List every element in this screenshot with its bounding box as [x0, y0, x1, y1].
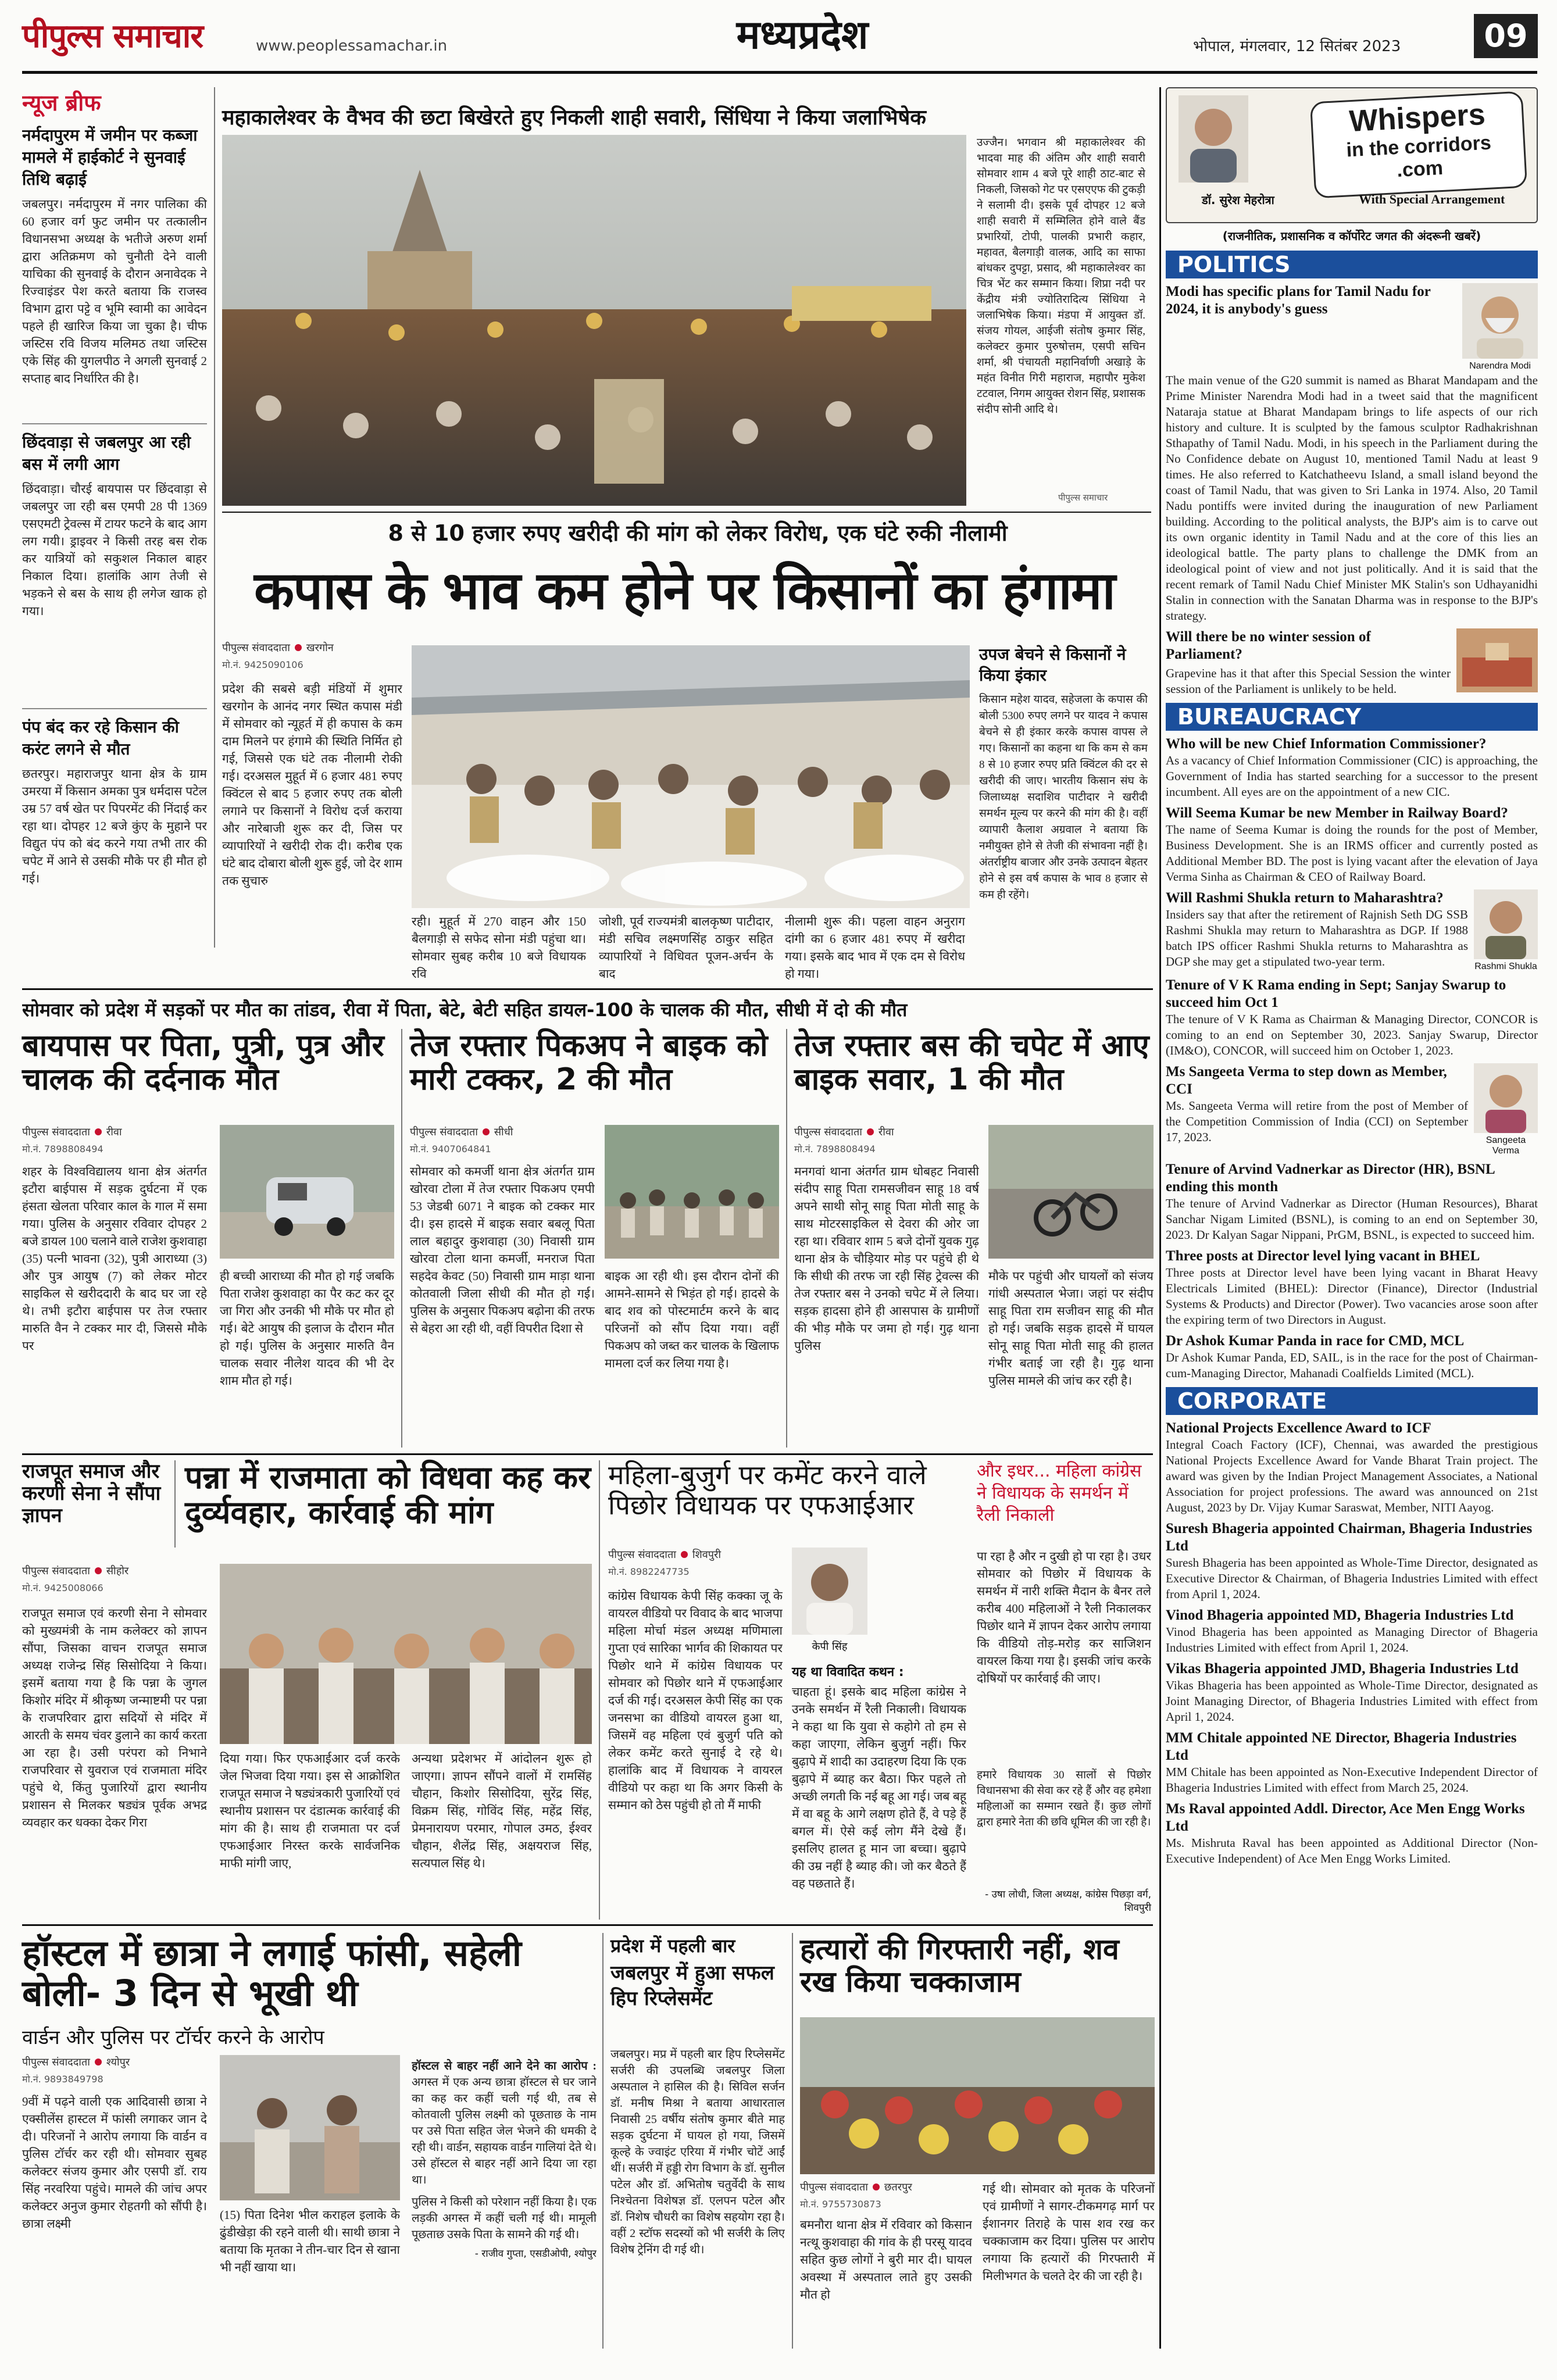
bureau-item-2-body: The name of Seema Kumar is doing the rounds for the post of Member, Business Development. She is an IRMS officer and currently posted as Additional Member BD. The post is lying vacant after the elevation of Jaya Verma Sinha as Chairman & CEO of Railway Board.: [1166, 823, 1538, 884]
masthead: [0, 0, 1557, 70]
bureau-item-1-body: As a vacancy of Chief Information Commissioner (CIC) is approaching, the Government of India has started searching for a successor to the present incumbent. All eyes are on the appointment of a new CIC.: [1166, 753, 1538, 799]
corp-item-6-body: Ms. Mishruta Raval has been appointed as Additional Director (Non-Executive Independent) of Ace Men Engg Works Limited.: [1166, 1836, 1538, 1866]
accident-1-byline: पीपुल्स संवाददाता रीवा मो.नं. 7898808494: [22, 1126, 122, 1155]
column-rule: [401, 1029, 402, 1448]
brief-body-1: जबलपुर। नर्मदापुरम में नगर पालिका की 60 हजार वर्ग फुट जमीन पर तत्कालीन विधानसभा अध्यक्ष के भतीजे अरुण शर्मा द्वारा अतिक्रमण को चुनौती देने वाली याचिका की सुनवाई के दौरान अनावेदक ने रिज्वाइंडर पेश करते बताया कि राजस्व विभाग द्वारा पट्टे व भूमि स्वामी का आवेदन पहले ही खारिज किया जा चुका है। चीफ जस्टिस रवि विजय मलिमठ तथा जस्टिस एके सिंह की युगलपीठ ने अगली सुनवाई 2 सप्ताह बाद निर्धारित की है।: [22, 197, 207, 385]
top-story-body: उज्जैन। भगवान श्री महाकालेश्वर की भादवा माह की अंतिम और शाही सवारी सोमवार शाम 4 बजे पूरे शाही ठाट-बाट से निकली, जिसको गेट पर एसएएफ की टुकड़ी ने सलामी दी। इसके पूर्व दोपहर 12 बजे शाही सवारी में सम्मिलित होने वाले बैंड प्रभारियों, टोपी, पालकी प्रभारी कहार, महावत, बैलगाड़ी वालक, आदि का साफा बांधकर दुपट्टा, प्रसाद, श्री महाकालेश्वर का चित्र भेंट कर सम्मान किया। शिप्रा नदी पर केंद्रीय मंत्री ज्योतिरादित्य सिंधिया ने जलाभिषेक किया। मंडपा में आयुक्त डॉ. संजय गोयल, आईजी संतोष कुमार सिंह, कलेक्टर कुमार पुरुषोत्तम, एसपी सचिन शर्मा, श्री पंचायती महानिर्वाणी अखाड़े के महंत विनीत गिरी महाराज, महापौर मुकेश टटवाल, निगम आयुक्त रोशन सिंह, प्रशासक संदीप सोनी आदि थे।: [977, 137, 1145, 416]
accident-2-body: सोमवार को कमर्जी थाना क्षेत्र अंतर्गत ग्राम खोरवा टोला में तेज रफ्तार पिकअप एमपी 53 जेडबी 6071 ने बाइक को टक्कर मार दी। इस हादसे में बाइक सवार बबलू पिता लाल बहादुर कुशवाहा (30) निवासी ग्राम खोरवा टोला थाना कमर्जी, मनराज पिता सहदेव केवट (50) निवासी ग्राम माड़ा थाना कोतवाली जिला सीधी की मौत हो गई। पुलिस के अनुसार पिकअप बढ़ोना की तरफ से बेहरा आ रही थी, वहीं विपरीत दिशा से: [410, 1164, 595, 1335]
whispers-column: [1166, 87, 1538, 2349]
congress-col3: पा रहा है और न दुखी हो पा रहा है। उधर सोमवार को पिछोर में विधायक के समर्थन में नारी शक्ति मैदान के बैनर तले करीब 400 महिलाओं ने रैली निकालकर पिछोर थाने में ज्ञापन देकर आरोप लगाया कि वीडियो तोड़-मरोड़ कर साजिशन वायरल किया गया है। इसकी जांच करके दोषियों पर कार्रवाई की जाए।: [977, 1549, 1151, 1685]
brief-title-2: छिंदवाड़ा से जबलपुर आ रही बस में लगी आग: [22, 433, 191, 474]
chhatarpur-col2: गई थी। सोमवार को मृतक के परिजनों एवं ग्रामीणों ने सागर-टीकमगढ़ मार्ग पर ईशानगर तिराहे के पास शव रख कर चक्काजाम कर दिया। पुलिस पर आरोप लगाया कि हत्यारों की गिरफ्तारी में मिलीभगत के चलते देर की जा रही है।: [983, 2182, 1155, 2283]
corp-item-2-head: Suresh Bhageria appointed Chairman, Bhageria Industries Ltd: [1166, 1521, 1533, 1554]
corp-item-5-body: MM Chitale has been appointed as Non-Executive Independent Director of Bhageria Industries Limited with effect from March 25, 2024.: [1166, 1765, 1538, 1795]
bureau-item-7-head: Three posts at Director level lying vacant in BHEL: [1166, 1248, 1480, 1264]
bureau-item-4-head: Tenure of V K Rama ending in Sept; Sanjay Swarup to succeed him Oct 1: [1166, 977, 1506, 1010]
bureau-item-5-body: Ms. Sangeeta Verma will retire from the post of Member of the Competition Commission of India (CCI) on September 17, 2023.: [1166, 1099, 1468, 1144]
whispers-logo: Whispers in the corridors .com: [1310, 91, 1527, 199]
congress-side-quote: हमारे विधायक 30 सालों से पिछोर विधानसभा की सेवा कर रहे हैं और वह हमेशा महिलाओं का सम्मान रखते हैं। कुछ लोगों द्वारा हमारे नेता की छवि धूमिल की जा रही है।: [977, 1769, 1151, 1828]
politics-item-2-body: Grapevine has it that after this Special Session the winter session of the Parliament is unlikely to be held.: [1166, 666, 1451, 696]
cotton-kicker: 8 से 10 हजार रुपए खरीदी की मांग को लेकर विरोध, एक घंटे रुकी नीलामी: [388, 520, 1008, 546]
congress-quote-label: यह था विवादित कथन :: [792, 1665, 904, 1679]
byline-mobile: मो.नं. 9425090106: [222, 659, 303, 670]
chhatarpur-col1: बमनौरा थाना क्षेत्र में रविवार को किसान नत्थू कुशवाहा की गांव के ही परसू यादव सहित कुछ लोगों ने बुरी मार दी। घायल अवस्था में अस्पताल लाते हुए उसकी मौत हो: [800, 2218, 972, 2302]
rajput-byline: पीपुल्स संवाददाता सीहोर मो.नं. 9425008066: [22, 1565, 129, 1593]
panna-headline: पन्ना में राजमाता को विधवा कह कर दुर्व्यवहार, कार्रवाई की मांग: [185, 1459, 591, 1531]
rashmi-caption: Rashmi Shukla: [1474, 962, 1537, 971]
chhatarpur-byline: पीपुल्स संवाददाता छतरपुर मो.नं. 9755730873: [800, 2181, 912, 2210]
section-title: मध्यप्रदेश: [736, 12, 869, 58]
cotton-bottom-2: जोशी, पूर्व राज्यमंत्री बालकृष्ण पाटीदार, मंडी सचिव लक्ष्मणसिंह ठाकुर सहित व्यापारियों ने विधिवत पूजन-अर्चन के बाद: [599, 914, 773, 981]
hostel-body: 9वीं में पढ़ने वाली एक आदिवासी छात्रा ने एक्सीलेंस हास्टल में फांसी लगाकर जान दे दी। परिजनों ने आरोप लगाया कि वार्डन व पुलिस टॉर्चर कर रही थी। सोमवार सुबह कलेक्टर संजय कुमार और एसपी डॉ. राय सिंह नरवरिया पहुंचे। मामले की जांच अपर कलेक्टर अनुज कुमार रोहतगी को सौंपी है। छात्रा लक्ष्मी: [22, 2095, 207, 2231]
whispers-tagline: (राजनीतिक, प्रशासनिक व कॉर्पोरेट जगत की अंदरूनी खबरें): [1222, 229, 1481, 243]
accident-1-headline: बायपास पर पिता, पुत्री, पुत्र और चालक की दर्दनाक मौत: [22, 1028, 384, 1098]
byline-dot: [95, 1567, 102, 1574]
hostel-subhead: वार्डन और पुलिस पर टॉर्चर करने के आरोप: [22, 2026, 324, 2049]
byline-dot: [295, 644, 302, 651]
bureau-item-3-head: Will Rashmi Shukla return to Maharashtra?: [1166, 890, 1444, 906]
column-rule: [792, 1933, 793, 2349]
rashmi-photo: [1474, 889, 1538, 959]
cotton-byline: [222, 641, 402, 671]
author-name: डॉ. सुरेश मेहरोत्रा: [1202, 193, 1274, 207]
hip-headline: जबलपुर में हुआ सफल हिप रिप्लेसमेंट: [610, 1961, 774, 2010]
politics-section-title: POLITICS: [1166, 251, 1538, 278]
hostel-col3: [412, 2058, 597, 2349]
hip-body: जबलपुर। मप्र में पहली बार हिप रिप्लेसमेंट सर्जरी की उपलब्धि जबलपुर जिला अस्पताल ने हासिल की है। सिविल सर्जन डॉ. मनीष मिश्रा ने बताया आधारताल निवासी 25 वर्षीय संतोष कुमार बीते माह सड़क दुर्घटना में घायल हो गया, जिसमें कूल्हे के ज्वाइंट एरिया में गंभीर चोटें आईं थीं। सर्जरी में हड्डी रोग विभाग के डॉ. सुनील पटेल और डॉ. अभितोष चतुर्वेदी के साथ निश्चेतना विशेषज्ञ डॉ. एलपन पटेल और डॉ. निशेष चौधरी का विशेष सहयोग रहा है। वहीं 2 स्टॉफ सदस्यों को भी सर्जरी के लिए विशेष ट्रेनिंग दी गई थी।: [610, 2048, 785, 2256]
rajput-body: राजपूत समाज एवं करणी सेना ने सोमवार को मुख्यमंत्री के नाम कलेक्टर को ज्ञापन सौंपा, जिसका वाचन राजपूत समाज अध्यक्ष राजेन्द्र सिंह सिसोदिया ने किया। इसमें बताया गया है कि पन्ना के जुगल किशोर मंदिर में श्रीकृष्ण जन्माष्टमी पर पन्ना के राजपरिवार द्वारा सदियों से मंदिर में आरती के समय चंवर डुलाने का कार्य करता आ रहा है। उसी परंपरा को निभाने राजपरिवार से युवराज एवं राजमाता मंदिर पहुंचे थे, किंतु पुजारियों द्वारा स्थानीय प्रशासन से मिलकर षड्यंत्र पूर्वक अभद्र व्यवहार कर धक्का देकर गिरा: [22, 1606, 207, 1829]
bureau-item-8-head: Dr Ashok Kumar Panda in race for CMD, MCL: [1166, 1333, 1465, 1349]
bureau-item-5-head: Ms Sangeeta Verma to step down as Member, CCI: [1166, 1064, 1447, 1097]
section-rule: [22, 1924, 1153, 1926]
hostel-col3-quote: पुलिस ने किसी को परेशान नहीं किया है। एक लड़की अगस्त में कहीं चली गई थी। मामूली पूछताछ उसके पिता के सामने की गई थी।: [412, 2196, 597, 2241]
cotton-bottom-3: नीलामी शुरू की। पहला वाहन अनुराग दांगी का 6 हजार 481 रुपए में खरीदा गया। इसके बाद भाव में एक दम से विरोध हो गया।: [785, 914, 965, 981]
corp-item-3-head: Vinod Bhageria appointed MD, Bhageria Industries Ltd: [1166, 1607, 1514, 1623]
author-photo: [1179, 95, 1248, 183]
byline-dot: [873, 2184, 880, 2190]
bureau-item-8-body: Dr Ashok Kumar Panda, ED, SAIL, is in the race for the post of Chairman-cum-Managing Director, Mahanadi Coalfields Limited (MCL).: [1166, 1350, 1538, 1380]
column-rule: [1159, 87, 1161, 2349]
masthead-rule: [22, 71, 1537, 74]
news-brief-label: न्यूज ब्रीफ: [22, 90, 101, 116]
hip-kicker: प्रदेश में पहली बार: [610, 1935, 735, 1957]
politics-item-1-body: The main venue of the G20 summit is named as Bharat Mandapam and the Prime Minister Narendra Modi had in a tweet said that the magnificent Nataraja statue at Bharat Mandapam brings to life aspects of our rich history and culture. It is sculpted by the famous sculptor Radhakrishnan Sthapathy of Tamil Nadu. Modi, in his speech in the Parliament during the No Confidence debate on August 10, mentioned Tamil Nadu at least 9 times. He also referred to Katchatheevu Island, a small island beyond the coast of Tamil Nadu, that was given to Sri Lanka in 1974. Also, 20 Tamil Nadu pontiffs were invited during the inauguration of new Parliament building. According to the political analysts, the BJP's aim is to carve out its own organic identity in Tamil Nadu and at the core of this lies an ideological battle. The party plans to challenge the DMK from an ideological point of view and not just politically. And it is said that the recent remark of Tamil Nadu Chief Minister MK Stalin's son Udhayanidhi Stalin in connection with the Sanatan Dharma was in response to the BJP's strategy.: [1166, 373, 1538, 623]
top-story-headline: महाकालेश्वर के वैभव की छटा बिखेरते हुए निकली शाही सवारी, सिंधिया ने किया जलाभिषेक: [222, 106, 926, 130]
accident-3-headline: तेज रफ्तार बस की चपेट में आए बाइक सवार, 1 की मौत: [794, 1028, 1149, 1098]
rajput-headline: राजपूत समाज और करणी सेना ने सौंपा ज्ञापन: [22, 1460, 161, 1528]
congress-photo-caption: केपी सिंह: [812, 1641, 848, 1653]
hostel-byline: पीपुल्स संवाददाता श्योपुर मो.नं. 9893849798: [22, 2056, 130, 2085]
section-rule: [22, 988, 1153, 990]
politics-item-1-head: Modi has specific plans for Tamil Nadu for 2024, it is anybody's guess: [1166, 284, 1431, 317]
accident-3-byline: पीपुल्स संवाददाता रीवा मो.नं. 7898808494: [794, 1126, 894, 1155]
column-rule: [786, 1029, 787, 1448]
hostel-col2: (15) पिता दिनेश भील कराहल इलाके के ढुंडीखेड़ा की रहने वाली थी। साथी छात्रा ने बताया कि मृतका ने तीन-चार दिन से खाना भी नहीं खाया था।: [220, 2208, 400, 2274]
modi-caption: Narendra Modi: [1469, 361, 1531, 371]
corp-item-6-head: Ms Raval appointed Addl. Director, Ace Men Engg Works Ltd: [1166, 1801, 1525, 1834]
accident-2-headline: तेज रफ्तार पिकअप ने बाइक को मारी टक्कर, 2 की मौत: [410, 1028, 768, 1098]
cotton-side-title: उपज बेचने से किसानों ने किया इंकार: [979, 645, 1126, 685]
page-number: 09: [1474, 14, 1538, 58]
accident-2-body2: बाइक आ रही थी। इस दौरान दोनों की आमने-सामने से भिड़ंत हो गई। हादसे के बाद शव को पोस्टमार्टम करने के बाद परिजनों को सौंप दिया गया। वहीं पिकअप को जब्त कर चालक के खिलाफ मामला दर्ज कर लिया गया है।: [605, 1269, 779, 1370]
accident-2-byline: पीपुल्स संवाददाता सीधी मो.नं. 9407064841: [410, 1126, 513, 1155]
modi-photo: [1462, 283, 1538, 359]
chhatarpur-photo: [800, 2017, 1155, 2174]
accident-3-body2: मौके पर पहुंची और घायलों को संजय गांधी अस्पताल भेजा। जहां पर संदीप साहू पिता राम सजीवन साहू की मौत हो गई। जबकि सड़क हादसे में घायल सोनू साहू पिता मोती साहू की हालत गंभीर बताई जा रही है। गुढ़ थाना पुलिस मामले की जांच कर रही है।: [988, 1269, 1154, 1388]
byline-dot: [483, 1128, 490, 1135]
issue-date: भोपाल, मंगलवार, 12 सितंबर 2023: [1193, 38, 1401, 55]
brief-divider: [22, 708, 207, 709]
website-url: www.peoplessamachar.in: [256, 37, 448, 55]
accidents-banner: सोमवार को प्रदेश में सड़कों पर मौत का तांडव, रीवा में पिता, बेटे, बेटी सहित डायल-100 के चालक की मौत, सीधी में दो की मौत: [22, 999, 908, 1021]
hostel-col3-title: हॉस्टल से बाहर नहीं आने देने का आरोप :: [412, 2060, 597, 2072]
cotton-bottom-1: रही। मुहूर्त में 270 वाहन और 150 बैलगाड़ी से सफेद सोना मंडी पहुंचा था। सोमवार सुबह करीब 10 बजे विधायक रवि: [412, 914, 586, 981]
brief-divider: [22, 423, 207, 424]
hostel-photo: [220, 2055, 400, 2200]
byline-dot: [867, 1128, 874, 1135]
congress-col2: चाहता हूं। इसके बाद महिला कांग्रेस ने उनके समर्थन में रैली निकाली। विधायक ने कहा था कि युवा से कहोगे तो हम से कहा जाएगा, लेकिन बुजुर्ग नहीं। फिर बुढ़ापे में शादी का उदाहरण दिया कि एक बुढ़ापे में ब्याह कर बैठा। फिर पहले तो अच्छी लगती कि नई बहू आ गई। जब बहू में वा बहू के आगे लक्षण होते हैं, वे पड़े हैं बगल में। ऐसे कई लोग मैंने देखे हैं। इसलिए हालत हू मान जा बच्चा। बुढ़ापे की उम्र नहीं है ब्याह की। जो कर बैठते हैं वह पछताते हैं।: [792, 1685, 966, 1891]
bureau-item-2-head: Will Seema Kumar be new Member in Railway Board?: [1166, 805, 1508, 821]
accident-3-body: मनगवां थाना अंतर्गत ग्राम धोबहट निवासी संदीप साहू पिता रामसजीवन साहू 18 वर्ष अपने साथी सोनू साहू पिता मोती साहू के साथ मोटरसाइकिल से देवरा की ओर जा रहा था। रविवार शाम 5 बजे दोनों युवक गुढ़ थाना क्षेत्र के चौड़ियार मोड़ पर पहुंचे ही थे कि सीधी की तरफ जा रही सिंह ट्रेवल्स की तेज रफ्तार बस ने उनको चपेट में ले लिया। सड़क हादसा होने ही आसपास के ग्रामीणों की भीड़ मौके पर जमा हो गई। गुढ़ थाना पुलिस: [794, 1164, 979, 1353]
panna-photo: [220, 1564, 592, 1744]
bureaucracy-section-title: BUREAUCRACY: [1166, 703, 1538, 731]
hostel-col3-sign: - राजीव गुप्ता, एसडीओपी, श्योपुर: [474, 2248, 597, 2260]
arrangement-label: With Special Arrangement: [1359, 192, 1505, 206]
congress-side-head: और इधर... महिला कांग्रेस ने विधायक के समर्थन में रैली निकाली: [977, 1461, 1142, 1525]
hostel-col3-text: अगस्त में एक अन्य छात्रा हॉस्टल से घर जाने का कह कर कहीं चली गई थी, तब से कोतवाली पुलिस लक्ष्मी को पूछताछ के नाम पर उसे पिता सहित जेल भेजने की धमकी दे रही थी। वार्डन, सहायक वार्डन गालियां देते थे। उसे हॉस्टल से बाहर नहीं आने दिया जा रहा था।: [412, 2076, 597, 2186]
politics-item-2-head: Will there be no winter session of Parliament?: [1166, 629, 1371, 662]
byline-name: पीपुल्स संवाददाता: [222, 642, 290, 654]
congress-photo: [792, 1548, 867, 1635]
bureau-item-4-body: The tenure of V K Rama as Chairman & Managing Director, CONCOR is coming to an end on September 30, 2023. Sanjay Swarup, Director (IM&O), CONCOR, will succeed him on October 1, 2023.: [1166, 1012, 1538, 1057]
chhatarpur-headline: हत्यारों की गिरफ्तारी नहीं, शव रख किया चक्काजाम: [800, 1932, 1119, 1999]
photo-credit: पीपुल्स समाचार: [1058, 492, 1108, 503]
sangeeta-caption: Sangeeta Verma: [1485, 1135, 1526, 1156]
accident-3-photo: [988, 1125, 1154, 1259]
congress-byline: पीपुल्स संवाददाता शिवपुरी मो.नं. 8982247735: [608, 1549, 722, 1577]
paper-name: पीपुल्स समाचार: [22, 17, 203, 55]
corp-item-3-body: Vinod Bhageria has been appointed as Managing Director of Bhageria Industries Limited with effect from April 1, 2024.: [1166, 1625, 1538, 1654]
bureau-item-3-body: Insiders say that after the retirement of Rajnish Seth DG SSB Rashmi Shukla may return to Maharashtra as DGP. If 1988 batch IPS officer Rashmi Shukla returns to Maharashtra as DGP she may get a stipulated two-year term.: [1166, 907, 1468, 969]
top-story-photo: [222, 135, 966, 506]
panna-col1: दिया गया। फिर एफआईआर दर्ज करके जेल भिजवा दिया गया। इस से आक्रोशित राजपूत समाज ने षड्यंत्रकारी पुजारियों एवं स्थानीय प्रशासन पर दंडात्मक कार्रवाई की मांग की है। साथ ही राजमाता पर दर्ज एफआईआर निरस्त करके सार्वजनिक माफी मांगी जाए,: [220, 1752, 400, 1870]
cotton-side-body: किसान महेश यादव, सहेजला के कपास की बोली 5300 रुपए लगने पर यादव ने कपास बेचने से ही इंकार करके कपास वापस ले गए। किसानों का कहना था कि कम से कम 8 से 10 हजार रुपए प्रति क्विंटल की दर से खरीदी की जाए। भारतीय किसान संघ के जिलाध्यक्ष सदाशिव पाटीदार ने खरीदी समर्थन मूल्य पर करने की मांग की है। वहीं व्यापारी कैलाश अग्रवाल ने बताया कि नमीयुक्त होने से तेजी की संभावना नहीं है। अंतर्राष्ट्रीय बाजार और उनके उत्पादन बेहतर होने से इस वर्ष कपास के भाव 8 हजार से कम ही रहेंगे।: [979, 694, 1148, 901]
brief-body-2: छिंदवाड़ा। चौरई बायपास पर छिंदवाड़ा से जबलपुर जा रही बस एमपी 28 पी 1369 एसएमटी ट्रेवल्स में टायर फटने के बाद आग लग गयी। ड्राइवर ने किसी तरह बस रोक कर यात्रियों को सकुशल निकाल बाहर निकाल दिया। हालांकि आग तेजी से भड़कने से बस के साथ ही लगेज खाक हो गया।: [22, 482, 207, 618]
panna-col2: अन्यथा प्रदेशभर में आंदोलन शुरू हो जाएगा। ज्ञापन सौंपने वालों में रामसिंह चौहान, किशोर सिसोदिया, सुरेंद्र सिंह, विक्रम सिंह, गोविंद सिंह, महेंद्र सिंह, प्रेमनारायण परमार, गोपाल उमठ, ईश्वर चौहान, शैलेंद्र सिंह, अक्षयराज सिंह, सत्यपाल सिंह थे।: [412, 1752, 592, 1870]
accident-1-photo: [220, 1125, 394, 1259]
byline-place: खरगोन: [306, 642, 334, 654]
bureau-item-7-body: Three posts at Director level have been lying vacant in Bharat Heavy Electricals Limited (BHEL): Director (Finance), Director (Industrial Systems & Products) and Director (Power). Two vacancies arose soon after the expiring term of two Directors in August.: [1166, 1266, 1538, 1327]
paper-logo: [22, 13, 203, 57]
cotton-headline: कपास के भाव कम होने पर किसानों का हंगामा: [254, 560, 1115, 621]
bureau-item-6-body: The tenure of Arvind Vadnerkar as Director (Human Resources), Bharat Sanchar Nigam Limited (BSNL), is coming to an end on September 30, 2023. Dr Kalyan Sagar Nippani, PrGM, BSNL, is expected to succeed him.: [1166, 1196, 1538, 1242]
section-rule: [22, 1453, 1153, 1455]
byline-dot: [95, 1128, 102, 1135]
bureau-item-1-head: Who will be new Chief Information Commissioner?: [1166, 736, 1487, 752]
column-rule: [214, 87, 215, 948]
corp-item-1-head: National Projects Excellence Award to ICF: [1166, 1420, 1431, 1436]
bureau-item-6-head: Tenure of Arvind Vadnerkar as Director (HR), BSNL ending this month: [1166, 1162, 1495, 1195]
accident-1-body: शहर के विश्वविद्यालय थाना क्षेत्र अंतर्गत इटौरा बाईपास में सड़क दुर्घटना में एक हंसता खेलता परिवार काल के गाल में समा गया। पुलिस के अनुसार रविवार दोपहर 2 बजे डायल 100 चलाने वाले राजेश कुशवाहा (35) पत्नी भावना (32), पुत्री आराध्या (3) और पुत्र आयुष (7) को लेकर मोटर साइकिल से खरीददारी के बाद घर जा रहे थे। तभी इटौरा बाईपास पर तेज रफ्तार मारुति वैन ने टक्कर मार दी, जिससे मौके पर: [22, 1164, 207, 1353]
accident-1-body2: ही बच्ची आराध्या की मौत हो गई जबकि पिता राजेश कुशवाहा का पैर कट कर दूर जा गिरा और उनकी भी मौके पर मौत हो गई। बेटे आयुष की इलाज के दौरान मौत हो गई। पुलिस के अनुसार मारुति वैन चालक सवार नीलेश यादव की भी देर शाम मौत हो गई।: [220, 1269, 394, 1388]
column-rule: [599, 1460, 600, 1920]
section-rule: [222, 512, 1151, 513]
corp-item-5-head: MM Chitale appointed NE Director, Bhageria Industries Ltd: [1166, 1730, 1517, 1763]
corp-item-2-body: Suresh Bhageria has been appointed as Whole-Time Director, designated as Executive Director & Chairman, of Bhageria Industries Limited with effect from April 1, 2024.: [1166, 1556, 1538, 1601]
cotton-col1: प्रदेश की सबसे बड़ी मंडियों में शुमार खरगोन के आनंद नगर स्थित कपास मंडी में सोमवार को न्यूहर्त में ही कपास के कम दाम मिलने पर हंगामे की स्थिति निर्मित हो गई, जिससे एक घंटे तक नीलामी रोकी गई। दरअसल मुहूर्त में 6 हजार 481 रुपए क्विंटल से बाद 5 हजार रुपए तक बोली लगाने पर किसानों ने विरोध दर्ज कराया और नारेबाजी शुरू कर दी, जिस पर व्यापारियों ने खरीदी रोक दी। करीब एक घंटे बाद दोबारा बोली शुरू हुई, जो देर शाम तक सुचारु: [222, 682, 402, 888]
corporate-section-title: CORPORATE: [1166, 1387, 1538, 1415]
corp-item-1-body: Integral Coach Factory (ICF), Chennai, was awarded the prestigious National Projects Excellence Award for Vande Bharat Train project. The award was given by the Indian Project Management Associates, a National Association for project professions. The award was announced on 21st August, 2023 by Dr. Vijay Kumar Saraswat, Member, NITI Aayog.: [1166, 1438, 1538, 1514]
brief-title-3: पंप बंद कर रहे किसान की करंट लगने से मौत: [22, 717, 179, 759]
sangeeta-photo: [1474, 1063, 1538, 1133]
congress-side-sign: - उषा लोधी, जिला अध्यक्ष, कांग्रेस पिछड़ा वर्ग, शिवपुरी: [985, 1889, 1151, 1914]
corp-item-4-head: Vikas Bhageria appointed JMD, Bhageria Industries Ltd: [1166, 1661, 1519, 1677]
brief-body-3: छतरपुर। महाराजपुर थाना क्षेत्र के ग्राम उमरया में किसान अमका पुत्र धर्मदास पटेल उम्र 57 वर्ष खेत पर पिपरमेंट की निंदाई कर रहा था। दोपहर 12 बजे कुंए के मुहाने पर विद्युत पंप को बंद करने गया तभी तार की चपेट में आने से उसकी मौके पर ही मौत हो गई।: [22, 767, 207, 885]
byline-dot: [681, 1551, 688, 1558]
column-rule: [602, 1933, 603, 2349]
parliament-photo: [1456, 628, 1538, 692]
cotton-photo: [412, 645, 970, 908]
hostel-headline: हॉस्टल में छात्रा ने लगाई फांसी, सहेली बोली- 3 दिन से भूखी थी: [22, 1932, 522, 2015]
whispers-header: [1166, 87, 1538, 223]
byline-dot: [95, 2059, 102, 2065]
congress-side-quote-box: [977, 1767, 1151, 1918]
news-brief-column: [22, 87, 207, 945]
congress-col1: कांग्रेस विधायक केपी सिंह कक्का जू के वायरल वीडियो पर विवाद के बाद भाजपा महिला मोर्चा मंडल अध्यक्ष मणिमाला गुप्ता एवं सारिका भार्गव की शिकायत पर पिछोर थाने में कांग्रेस विधायक पर सोमवार को पिछोर थाने में एफआईआर दर्ज की गई। दरअसल केपी सिंह का एक जनसभा का वीडियो वायरल हुआ था, जिसमें वह महिला एवं बुजुर्ग पति को लेकर कमेंट करते सुनाई दे रहे थे। हालांकि बाद में विधायक ने वायरल वीडियो पर कहा था कि अगर किसी के सम्मान को ठेस पहुंची हो तो मैं माफी: [608, 1589, 783, 1812]
congress-headline: महिला-बुजुर्ग पर कमेंट करने वाले पिछोर विधायक पर एफआईआर: [608, 1459, 927, 1521]
corp-item-4-body: Vikas Bhageria has been appointed as Whole-Time Director, designated as Joint Managing Director, of Bhageria Industries Limited with effect from April 1, 2024.: [1166, 1678, 1538, 1724]
column-rule: [174, 1460, 176, 1548]
brief-title-1: नर्मदापुरम में जमीन पर कब्जा मामले में हाईकोर्ट ने सुनवाई तिथि बढ़ाई: [22, 126, 198, 189]
accident-2-photo: [605, 1125, 779, 1259]
